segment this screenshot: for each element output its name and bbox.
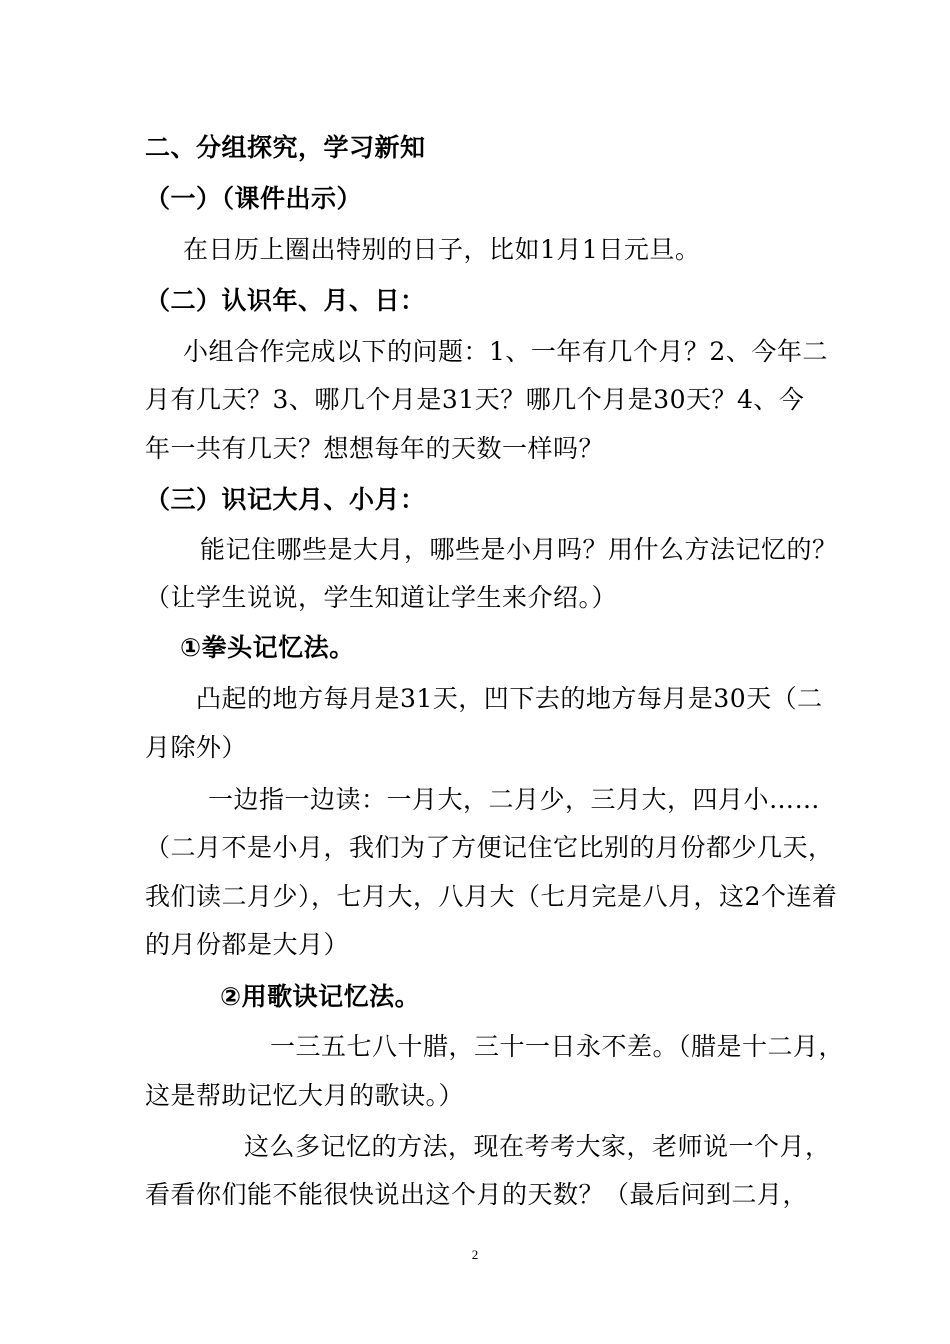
method2-line: 这是帮助记忆大月的歌诀。）: [145, 1081, 465, 1110]
method1-line: 凸起的地方每月是31天，凹下去的地方每月是30天（二: [196, 684, 823, 713]
method1-reading-line: 一边指一边读：一月大，二月少，三月大，四月小……: [208, 785, 821, 814]
method1-reading-line: 我们读二月少），七月大，八月大（七月完是八月，这2个连着: [145, 882, 838, 911]
part1-heading: （一）（课件出示）: [145, 184, 363, 213]
part2-heading: （二）认识年、月、日：: [145, 286, 426, 315]
closing-line: 这么多记忆的方法，现在考考大家，老师说一个月，: [244, 1132, 831, 1161]
part2-line: 小组合作完成以下的问题：1、一年有几个月？2、今年二: [183, 337, 828, 366]
section-heading: 二、分组探究，学习新知: [145, 133, 426, 162]
method1-reading-line: 的月份都是大月）: [145, 930, 350, 959]
part3-line: （让学生说说，学生知道让学生来介绍。）: [145, 583, 618, 612]
part1-text: 在日历上圈出特别的日子，比如1月1日元旦。: [183, 235, 701, 264]
closing-line: 看看你们能不能很快说出这个月的天数？（最后问到二月，: [145, 1180, 809, 1209]
part3-heading: （三）识记大月、小月：: [145, 485, 426, 514]
method1-line: 月除外）: [145, 733, 248, 762]
method1-heading: ①拳头记忆法。: [180, 633, 355, 662]
page-number: 2: [471, 1247, 479, 1262]
part2-line: 年一共有几天？想想每年的天数一样吗？: [145, 434, 605, 463]
part2-line: 月有几天？3、哪几个月是31天？哪几个月是30天？4、今: [145, 385, 805, 414]
method1-reading-line: （二月不是小月，我们为了方便记住它比别的月份都少几天，: [145, 833, 834, 862]
part3-line: 能记住哪些是大月，哪些是小月吗？用什么方法记忆的？: [200, 535, 838, 564]
method2-heading: ②用歌诀记忆法。: [220, 982, 421, 1011]
method2-line: 一三五七八十腊，三十一日永不差。（腊是十二月，: [270, 1032, 845, 1061]
